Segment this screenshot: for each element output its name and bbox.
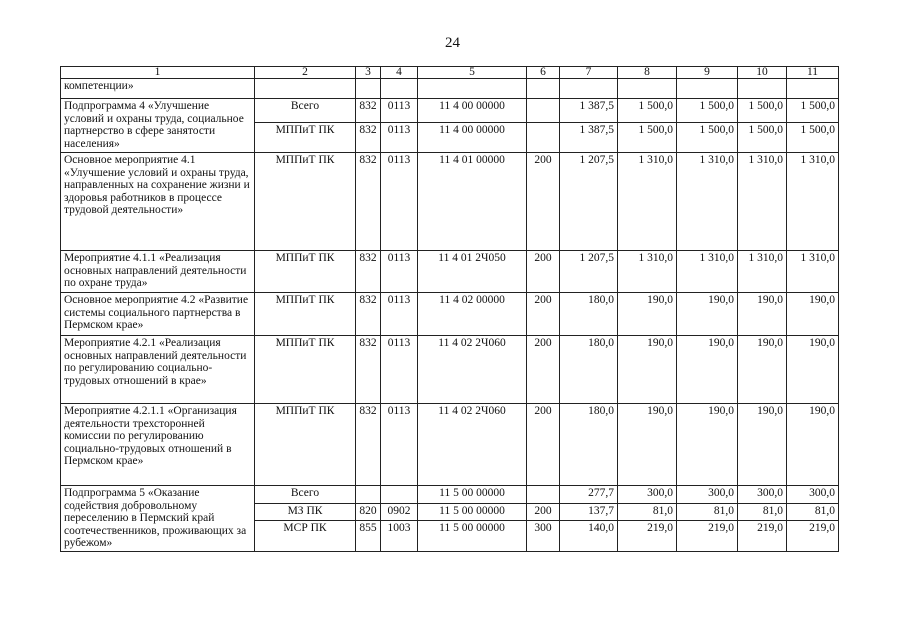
section-code-cell: 0113 bbox=[381, 251, 418, 293]
amount-cell: 1 310,0 bbox=[738, 251, 787, 293]
section-code-cell: 0113 bbox=[381, 123, 418, 153]
target-article-cell: 11 4 01 00000 bbox=[418, 153, 527, 251]
amount-cell: 1 387,5 bbox=[560, 99, 618, 123]
amount-cell: 81,0 bbox=[677, 503, 738, 521]
target-article-cell: 11 4 02 2Ч060 bbox=[418, 404, 527, 486]
program-name-cell: Подпрограмма 4 «Улучшение условий и охраны труда, социальное партнерство в сфере занятости населения» bbox=[61, 99, 255, 153]
executor-cell: Всего bbox=[255, 486, 356, 504]
amount-cell: 190,0 bbox=[787, 293, 839, 336]
executor-cell: МППиТ ПК bbox=[255, 251, 356, 293]
table-row bbox=[61, 251, 839, 293]
amount-cell: 219,0 bbox=[738, 521, 787, 552]
column-number: 8 bbox=[618, 67, 677, 79]
amount-cell: 140,0 bbox=[560, 521, 618, 552]
target-article-cell: 11 4 02 2Ч060 bbox=[418, 336, 527, 404]
grbs-cell: 832 bbox=[356, 336, 381, 404]
section-code-cell: 0902 bbox=[381, 503, 418, 521]
amount-cell: 190,0 bbox=[738, 293, 787, 336]
expense-type-cell: 200 bbox=[527, 153, 560, 251]
expense-type-cell bbox=[527, 123, 560, 153]
amount-cell: 219,0 bbox=[677, 521, 738, 552]
expense-type-cell: 200 bbox=[527, 336, 560, 404]
amount-cell: 180,0 bbox=[560, 404, 618, 486]
amount-cell: 219,0 bbox=[618, 521, 677, 552]
amount-cell: 190,0 bbox=[618, 336, 677, 404]
amount-cell bbox=[677, 79, 738, 99]
amount-cell: 1 500,0 bbox=[677, 123, 738, 153]
column-number: 5 bbox=[418, 67, 527, 79]
section-code-cell bbox=[381, 79, 418, 99]
executor-cell: МППиТ ПК bbox=[255, 153, 356, 251]
amount-cell: 81,0 bbox=[618, 503, 677, 521]
amount-cell bbox=[560, 79, 618, 99]
target-article-cell: 11 4 00 00000 bbox=[418, 123, 527, 153]
amount-cell: 190,0 bbox=[618, 293, 677, 336]
table-row bbox=[61, 153, 839, 251]
column-number: 6 bbox=[527, 67, 560, 79]
column-number: 4 bbox=[381, 67, 418, 79]
amount-cell: 300,0 bbox=[738, 486, 787, 504]
grbs-cell: 832 bbox=[356, 404, 381, 486]
expense-type-cell: 200 bbox=[527, 503, 560, 521]
amount-cell: 190,0 bbox=[618, 404, 677, 486]
grbs-cell bbox=[356, 79, 381, 99]
amount-cell: 1 500,0 bbox=[787, 123, 839, 153]
grbs-cell: 855 bbox=[356, 521, 381, 552]
amount-cell: 1 310,0 bbox=[677, 153, 738, 251]
amount-cell: 190,0 bbox=[787, 336, 839, 404]
section-code-cell: 1003 bbox=[381, 521, 418, 552]
target-article-cell: 11 5 00 00000 bbox=[418, 486, 527, 504]
target-article-cell bbox=[418, 79, 527, 99]
column-number: 11 bbox=[787, 67, 839, 79]
grbs-cell: 832 bbox=[356, 99, 381, 123]
executor-cell: МППиТ ПК bbox=[255, 123, 356, 153]
amount-cell: 1 310,0 bbox=[738, 153, 787, 251]
amount-cell: 1 207,5 bbox=[560, 153, 618, 251]
section-code-cell: 0113 bbox=[381, 336, 418, 404]
grbs-cell: 820 bbox=[356, 503, 381, 521]
program-name-cell: Мероприятие 4.2.1.1 «Организация деятельности трехсторонней комиссии по регулированию социально-трудовых отношений в Пермском крае» bbox=[61, 404, 255, 486]
amount-cell: 180,0 bbox=[560, 336, 618, 404]
target-article-cell: 11 4 02 00000 bbox=[418, 293, 527, 336]
amount-cell: 1 310,0 bbox=[787, 251, 839, 293]
column-number: 9 bbox=[677, 67, 738, 79]
executor-cell: МППиТ ПК bbox=[255, 336, 356, 404]
amount-cell: 190,0 bbox=[677, 293, 738, 336]
executor-cell: МЗ ПК bbox=[255, 503, 356, 521]
amount-cell: 1 310,0 bbox=[618, 153, 677, 251]
amount-cell: 1 500,0 bbox=[618, 123, 677, 153]
column-number: 10 bbox=[738, 67, 787, 79]
amount-cell: 180,0 bbox=[560, 293, 618, 336]
column-number: 1 bbox=[61, 67, 255, 79]
amount-cell: 1 500,0 bbox=[677, 99, 738, 123]
column-number: 2 bbox=[255, 67, 356, 79]
executor-cell: МППиТ ПК bbox=[255, 293, 356, 336]
table-row bbox=[61, 99, 839, 123]
executor-cell: МСР ПК bbox=[255, 521, 356, 552]
grbs-cell: 832 bbox=[356, 251, 381, 293]
amount-cell: 300,0 bbox=[618, 486, 677, 504]
amount-cell: 1 387,5 bbox=[560, 123, 618, 153]
grbs-cell: 832 bbox=[356, 293, 381, 336]
program-name-cell: Мероприятие 4.2.1 «Реализация основных направлений деятельности по регулированию социально-трудовых отношений в крае» bbox=[61, 336, 255, 404]
target-article-cell: 11 4 01 2Ч050 bbox=[418, 251, 527, 293]
section-code-cell: 0113 bbox=[381, 404, 418, 486]
amount-cell: 1 500,0 bbox=[738, 99, 787, 123]
amount-cell: 300,0 bbox=[787, 486, 839, 504]
target-article-cell: 11 5 00 00000 bbox=[418, 503, 527, 521]
amount-cell: 1 500,0 bbox=[618, 99, 677, 123]
program-name-cell: Основное мероприятие 4.1 «Улучшение условий и охраны труда, направленных на сохранение жизни и здоровья работников в процессе трудовой деятельности» bbox=[61, 153, 255, 251]
section-code-cell: 0113 bbox=[381, 99, 418, 123]
amount-cell: 81,0 bbox=[787, 503, 839, 521]
amount-cell bbox=[618, 79, 677, 99]
grbs-cell: 832 bbox=[356, 153, 381, 251]
table-row bbox=[61, 336, 839, 404]
column-number: 3 bbox=[356, 67, 381, 79]
amount-cell: 219,0 bbox=[787, 521, 839, 552]
section-code-cell: 0113 bbox=[381, 153, 418, 251]
amount-cell: 81,0 bbox=[738, 503, 787, 521]
amount-cell: 190,0 bbox=[738, 404, 787, 486]
amount-cell: 137,7 bbox=[560, 503, 618, 521]
amount-cell bbox=[787, 79, 839, 99]
program-name-cell: Мероприятие 4.1.1 «Реализация основных направлений деятельности по охране труда» bbox=[61, 251, 255, 293]
amount-cell: 190,0 bbox=[677, 404, 738, 486]
amount-cell: 300,0 bbox=[677, 486, 738, 504]
program-name-cell: компетенции» bbox=[61, 79, 255, 99]
amount-cell: 1 500,0 bbox=[787, 99, 839, 123]
amount-cell: 1 310,0 bbox=[787, 153, 839, 251]
grbs-cell: 832 bbox=[356, 123, 381, 153]
amount-cell: 1 500,0 bbox=[738, 123, 787, 153]
expense-type-cell: 300 bbox=[527, 521, 560, 552]
expense-type-cell: 200 bbox=[527, 251, 560, 293]
amount-cell: 190,0 bbox=[787, 404, 839, 486]
amount-cell: 277,7 bbox=[560, 486, 618, 504]
expense-type-cell bbox=[527, 79, 560, 99]
amount-cell: 1 310,0 bbox=[618, 251, 677, 293]
table-row bbox=[61, 79, 839, 99]
amount-cell: 190,0 bbox=[677, 336, 738, 404]
program-name-cell: Подпрограмма 5 «Оказание содействия добровольному переселению в Пермский край соотечественников, проживающих за рубежом» bbox=[61, 486, 255, 552]
expense-type-cell bbox=[527, 99, 560, 123]
executor-cell bbox=[255, 79, 356, 99]
expense-type-cell bbox=[527, 486, 560, 504]
amount-cell: 190,0 bbox=[738, 336, 787, 404]
expense-type-cell: 200 bbox=[527, 293, 560, 336]
expense-type-cell: 200 bbox=[527, 404, 560, 486]
section-code-cell: 0113 bbox=[381, 293, 418, 336]
grbs-cell bbox=[356, 486, 381, 504]
table-row bbox=[61, 404, 839, 486]
target-article-cell: 11 4 00 00000 bbox=[418, 99, 527, 123]
executor-cell: МППиТ ПК bbox=[255, 404, 356, 486]
table-row bbox=[61, 293, 839, 336]
page-number: 24 bbox=[445, 35, 460, 51]
amount-cell: 1 310,0 bbox=[677, 251, 738, 293]
column-number-row bbox=[61, 67, 839, 79]
amount-cell bbox=[738, 79, 787, 99]
table-row bbox=[61, 486, 839, 504]
target-article-cell: 11 5 00 00000 bbox=[418, 521, 527, 552]
section-code-cell bbox=[381, 486, 418, 504]
budget-table bbox=[60, 66, 839, 552]
amount-cell: 1 207,5 bbox=[560, 251, 618, 293]
executor-cell: Всего bbox=[255, 99, 356, 123]
column-number: 7 bbox=[560, 67, 618, 79]
program-name-cell: Основное мероприятие 4.2 «Развитие системы социального партнерства в Пермском крае» bbox=[61, 293, 255, 336]
